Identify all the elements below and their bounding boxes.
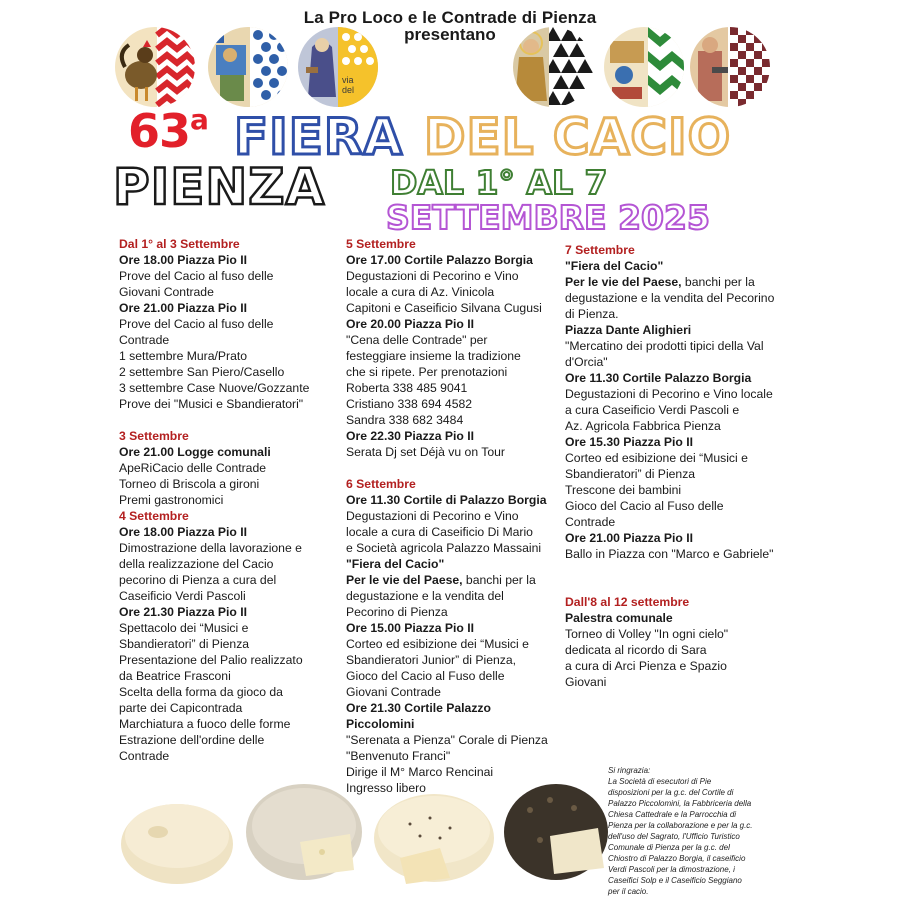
spacer [346, 460, 548, 476]
event-description: Degustazioni di Pecorino e Vino locale [565, 387, 773, 401]
program-column-1 [119, 236, 309, 764]
event-description: Contrade [119, 749, 170, 763]
event-description: Contrade [565, 515, 616, 529]
acknowledgement-line: Comunale di Pienza per la g.c. del [608, 843, 730, 852]
event-description: a cura Caseificio Verdi Pascoli e [565, 403, 740, 417]
event-time-place: "Fiera del Cacio" [346, 557, 445, 571]
event-description: 2 settembre San Piero/Casello [119, 365, 285, 379]
event-description: Scelta della forma da gioco da [119, 685, 283, 699]
acknowledgements [608, 765, 788, 897]
date-heading: 4 Settembre [119, 509, 189, 523]
aged-pecorino-wheel [118, 792, 236, 886]
truffle-pecorino-wheel [370, 788, 498, 888]
date-heading: 7 Settembre [565, 243, 635, 257]
acknowledgement-line: Chiesa Cattedrale e la Parrocchia di [608, 810, 737, 819]
event-time-place: Piccolomini [346, 717, 415, 731]
acknowledgement-line: Caseifici Solp e il Caseificio Seggiano [608, 876, 742, 885]
event-description: 1 settembre Mura/Prato [119, 349, 248, 363]
event-description: dedicata al ricordo di Sara [565, 643, 707, 657]
spacer [565, 578, 774, 594]
event-time-place: Ore 21.00 Piazza Pio II [119, 301, 248, 315]
event-description: Prove dei "Musici e Sbandieratori" [119, 397, 304, 411]
via-del-borgo-medallion [298, 27, 378, 107]
acknowledgement-line: Palazzo Piccolomini, la Fabbriceria della [608, 799, 752, 808]
title-del-cacio: DEL CACIO [424, 108, 732, 166]
event-description: "Mercatino dei prodotti tipici della Val [565, 339, 764, 353]
event-description: Az. Agricola Fabbrica Pienza [565, 419, 721, 433]
event-time-place: Ore 18.00 Piazza Pio II [119, 253, 248, 267]
event-description: Sbandieratori Junior” di Pienza, [346, 653, 517, 667]
event-description: Pecorino di Pienza [346, 605, 448, 619]
event-description: Giovani Contrade [119, 285, 214, 299]
event-time-place: Palestra comunale [565, 611, 673, 625]
date-heading: 6 Settembre [346, 477, 416, 491]
event-description: parte dei Capicontrada [119, 701, 243, 715]
event-time-place: Ore 20.00 Piazza Pio II [346, 317, 475, 331]
event-time-place: Piazza Dante Alighieri [565, 323, 692, 337]
event-description: Sandra 338 682 3484 [346, 413, 464, 427]
event-time-place: Ore 22.30 Piazza Pio II [346, 429, 475, 443]
event-description: Prove del Cacio al fuso delle [119, 317, 274, 331]
event-description: 3 settembre Case Nuove/Gozzante [119, 381, 310, 395]
event-description: Prove del Cacio al fuso delle [119, 269, 274, 283]
event-description: di Pienza. [565, 307, 619, 321]
event-time-place: Ore 21.30 Piazza Pio II [119, 605, 248, 619]
event-description: Per le vie del Paese, banchi per la [346, 573, 536, 587]
event-time-place: Ore 15.30 Piazza Pio II [565, 435, 694, 449]
event-description: Spettacolo dei “Musici e [119, 621, 249, 635]
event-time-place: Ore 11.30 Cortile Palazzo Borgia [565, 371, 752, 385]
title-dates-month: SETTEMBRE 2025 [386, 198, 710, 237]
event-description: locale a cura di Az. Vinicola [346, 285, 495, 299]
event-description: della realizzazione del Cacio [119, 557, 274, 571]
event-description: Dimostrazione della lavorazione e [119, 541, 302, 555]
date-heading: 3 Settembre [119, 429, 189, 443]
event-description: locale a cura di Caseificio Di Mario [346, 525, 533, 539]
acknowledgement-line: Verdi Pascoli per la dimostrazione, i [608, 865, 735, 874]
event-description: da Beatrice Frasconi [119, 669, 231, 683]
event-description: che si ripete. Per prenotazioni [346, 365, 508, 379]
event-time-place: "Fiera del Cacio" [565, 259, 664, 273]
event-description: Sbandieratori” di Pienza [119, 637, 250, 651]
event-description: Torneo di Volley "In ogni cielo" [565, 627, 729, 641]
event-description: e Società agricola Palazzo Massaini [346, 541, 542, 555]
event-description: Capitoni e Caseificio Silvana Cugusi [346, 301, 542, 315]
program-column-3 [565, 242, 774, 690]
spacer [565, 562, 774, 578]
event-description: Estrazione dell'ordine delle [119, 733, 265, 747]
event-description: Sbandieratori” di Pienza [565, 467, 696, 481]
acknowledgement-line: Chiostro di Palazzo Borgia, il caseificio [608, 854, 746, 863]
grey-rind-pecorino-wheel [240, 780, 370, 884]
event-description: Giovani Contrade [346, 685, 441, 699]
event-description: Serata Dj set Déjà vu on Tour [346, 445, 505, 459]
event-description: Cristiano 338 694 4582 [346, 397, 473, 411]
presenter-line: La Pro Loco e le Contrade di Pienza [303, 8, 597, 27]
herb-crusted-pecorino-wheel [500, 780, 612, 884]
saint-triangles-medallion [513, 27, 593, 107]
spacer [119, 412, 309, 428]
svg-text:del: del [342, 85, 355, 95]
acknowledgement-line: Si ringrazia: [608, 766, 651, 775]
event-description: d'Orcia" [565, 355, 608, 369]
event-highlight: Per le vie del Paese, [565, 275, 682, 289]
event-time-place: Ore 21.00 Piazza Pio II [565, 531, 694, 545]
event-description: ApeRiCacio delle Contrade [119, 461, 267, 475]
acknowledgement-line: Pienza per la collaborazione e per la g.c. [608, 821, 753, 830]
event-description: Degustazioni di Pecorino e Vino [346, 269, 519, 283]
event-description: festeggiare insieme la tradizione [346, 349, 521, 363]
event-description: Dirige il M° Marco Rencinai [346, 765, 494, 779]
acknowledgement-line: dell'uso del Sagrato, l'Ufficio Turistico [608, 832, 740, 841]
event-description: Corteo ed esibizione dei “Musici e [565, 451, 748, 465]
rooster-contrada-medallion [115, 27, 195, 107]
event-highlight: Per le vie del Paese, [346, 573, 463, 587]
event-description: Presentazione del Palio realizzato [119, 653, 303, 667]
acknowledgement-line: disposizioni per la g.c. del Cortile di [608, 788, 734, 797]
event-description: pecorino di Pienza a cura del [119, 573, 277, 587]
svg-text:via: via [342, 75, 354, 85]
event-description: degustazione e la vendita del Pecorino [565, 291, 775, 305]
event-time-place: Ore 17.00 Cortile Palazzo Borgia [346, 253, 533, 267]
event-description: Ingresso libero [346, 781, 426, 795]
event-description: Roberta 338 485 9041 [346, 381, 468, 395]
checkered-contrada-medallion [690, 27, 770, 107]
event-description: "Benvenuto Franci" [346, 749, 451, 763]
event-description: Torneo di Briscola a gironi [119, 477, 260, 491]
program-column-2 [346, 236, 548, 796]
event-description: "Serenata a Pienza" Corale di Pienza [346, 733, 548, 747]
date-heading: 5 Settembre [346, 237, 416, 251]
green-contrada-medallion [604, 27, 684, 107]
acknowledgement-line: La Società di esecutori di Pie [608, 777, 712, 786]
date-heading: Dal 1° al 3 Settembre [119, 237, 240, 251]
event-description: degustazione e la vendita del [346, 589, 504, 603]
event-description: Marchiatura a fuoco delle forme [119, 717, 291, 731]
event-description: Corteo ed esibizione dei “Musici e [346, 637, 529, 651]
event-description: Gioco del Cacio al Fuso delle [346, 669, 505, 683]
event-description: Degustazioni di Pecorino e Vino [346, 509, 519, 523]
title-pienza: PIENZA [113, 158, 326, 216]
blue-contrada-medallion [208, 27, 288, 107]
title-dates-range: DAL 1° AL 7 [390, 163, 608, 202]
event-time-place: Ore 18.00 Piazza Pio II [119, 525, 248, 539]
presenter-subline: presentano [404, 25, 496, 44]
event-time-place: Ore 11.30 Cortile di Palazzo Borgia [346, 493, 547, 507]
event-description: Contrade [119, 333, 170, 347]
event-description: Trescone dei bambini [565, 483, 682, 497]
event-description: Caseificio Verdi Pascoli [119, 589, 246, 603]
acknowledgement-line: per il cacio. [608, 887, 649, 896]
event-description: a cura di Arci Pienza e Spazio [565, 659, 727, 673]
event-description: Giovani [565, 675, 607, 689]
event-description: "Cena delle Contrade" per [346, 333, 488, 347]
event-description: Ballo in Piazza con "Marco e Gabriele" [565, 547, 774, 561]
event-time-place: Ore 21.00 Logge comunali [119, 445, 271, 459]
event-time-place: Ore 15.00 Piazza Pio II [346, 621, 475, 635]
edition-number: 63$^a$ [128, 103, 208, 158]
date-heading: Dall'8 al 12 settembre [565, 595, 690, 609]
event-time-place: Ore 21.30 Cortile Palazzo [346, 701, 491, 715]
event-description: Premi gastronomici [119, 493, 224, 507]
event-description: Gioco del Cacio al Fuso delle [565, 499, 724, 513]
title-fiera: FIERA [234, 108, 404, 166]
event-description: Per le vie del Paese, banchi per la [565, 275, 755, 289]
